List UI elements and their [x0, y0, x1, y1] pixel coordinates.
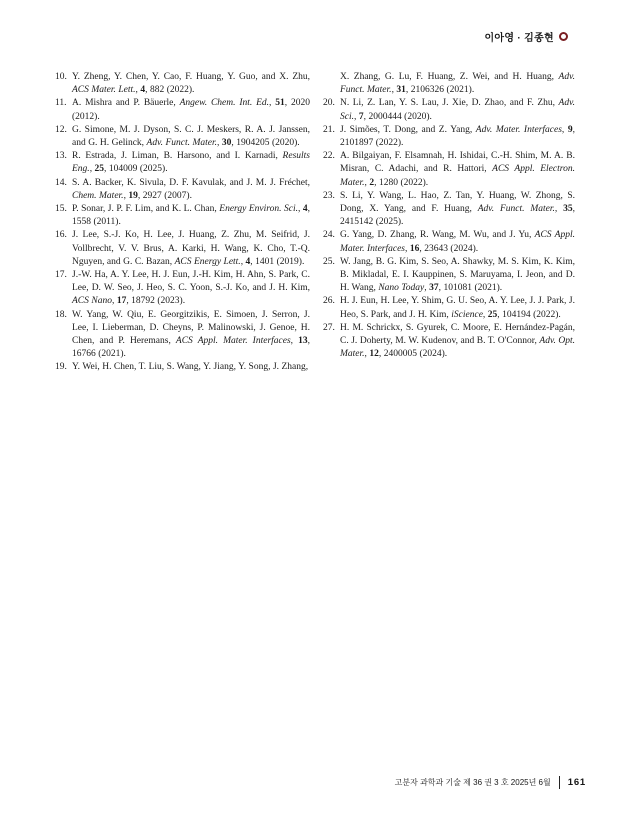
reference-text: S. Li, Y. Wang, L. Hao, Z. Tan, Y. Huang, W. Zhong, S. Dong, X. Yang, and F. Huang,: [340, 190, 575, 215]
reference-text: W. Yang, W. Qiu, E. Georgitzikis, E. Simoen, J. Serron, J. Lee, I. Lieberman, D. Cheyns, P. Malinowski, J. Genoe, H. Chen, and P. Heremans,: [72, 309, 310, 347]
reference-text: ,: [240, 256, 246, 267]
reference-number: 13.: [55, 151, 67, 162]
reference-item: [55, 177, 310, 203]
reference-item: [323, 295, 575, 321]
references-section: [55, 71, 575, 375]
reference-text: W. Jang, B. G. Kim, S. Seo, A. Shawky, M. S. Kim, K. Kim, B. Mikladal, E. I. Kauppinen, S. Maruyama, I. Jeon, and D. H. Wang,: [340, 256, 575, 294]
journal-name: ACS Nano: [72, 296, 112, 307]
reference-text: ,: [424, 283, 430, 294]
reference-text: ,: [135, 85, 141, 96]
reference-number: 19.: [55, 362, 67, 373]
reference-text: , 23643 (2024).: [419, 243, 479, 254]
journal-name: ACS Energy Lett.: [174, 256, 241, 267]
reference-item: [323, 190, 575, 230]
reference-text: ,: [561, 124, 568, 135]
reference-text: ,: [217, 138, 222, 149]
journal-name: iScience: [451, 309, 483, 320]
reference-text: , 2020 (2012).: [72, 98, 310, 122]
reference-text: Y. Wei, H. Chen, T. Liu, S. Wang, Y. Jiang, Y. Song, J. Zhang,: [72, 362, 309, 373]
journal-name: Chem. Mater.: [72, 190, 124, 201]
reference-text: ,: [123, 190, 129, 201]
volume-number: 4: [140, 85, 146, 96]
volume-number: 9: [567, 124, 573, 135]
journal-name: Adv. Funct. Mater.: [146, 138, 218, 149]
volume-number: 19: [128, 190, 138, 201]
volume-number: 13: [298, 336, 308, 347]
reference-text: H. J. Eun, H. Lee, Y. Shim, G. U. Seo, A. Y. Lee, J. J. Park, J. Heo, S. Park, and J. H. Kim,: [340, 296, 575, 320]
reference-text: ,: [554, 204, 564, 215]
page-number: 161: [567, 777, 586, 788]
reference-number: 15.: [55, 204, 67, 215]
reference-item: [55, 124, 310, 150]
reference-number: 11.: [55, 98, 67, 109]
reference-number: 16.: [55, 230, 67, 241]
reference-item: [55, 309, 310, 362]
reference-text: , 2106326 (2021).: [405, 85, 475, 96]
journal-name: Angew. Chem. Int. Ed.: [179, 98, 270, 109]
volume-number: 25: [487, 309, 498, 320]
reference-text: , 1280 (2022).: [374, 177, 429, 188]
reference-text: , 16766 (2021).: [72, 336, 310, 360]
reference-text: G. Yang, D. Zhang, R. Wang, M. Wu, and J. Yu,: [340, 230, 535, 241]
reference-item: [55, 229, 310, 269]
reference-text: ,: [391, 85, 397, 96]
journal-name: Adv. Funct. Mater.: [477, 204, 555, 215]
reference-text: , 882 (2022).: [145, 85, 195, 96]
reference-text: , 2927 (2007).: [137, 190, 192, 201]
reference-text: J.-W. Ha, A. Y. Lee, H. J. Eun, J.-H. Kim, H. Ahn, S. Park, C. Lee, D. W. Seo, J. Heo, S. C. Yoon, S.-J. Ko, and J. H. Kim,: [72, 270, 310, 294]
reference-item: [323, 150, 575, 190]
reference-text: R. Estrada, J. Liman, B. Harsono, and I. Karnadi,: [72, 151, 283, 162]
reference-number: 10.: [55, 72, 67, 82]
volume-number: 31: [396, 85, 406, 96]
references-column-right: [323, 71, 575, 375]
volume-number: 4: [245, 256, 251, 267]
reference-item: [323, 256, 575, 296]
journal-name: Adv. Sci.: [340, 98, 575, 122]
journal-name: ACS Mater. Lett.: [72, 85, 136, 96]
reference-item: [55, 97, 310, 123]
volume-number: 16: [409, 243, 420, 254]
reference-number: 25.: [323, 256, 335, 267]
volume-number: 51: [275, 98, 285, 109]
reference-item: [55, 71, 310, 97]
reference-number: 18.: [55, 309, 67, 320]
reference-item: [323, 229, 575, 255]
reference-text: , 2101897 (2022).: [340, 124, 575, 149]
reference-text: ,: [353, 111, 359, 122]
reference-item: [323, 124, 575, 150]
reference-text: , 1904205 (2020).: [231, 138, 300, 149]
reference-text: A. Bilgaiyan, F. Elsamnah, H. Ishidai, C.-H. Shim, M. A. B. Misran, C. Adachi, and R. Hattori,: [340, 151, 575, 175]
journal-name: Adv. Funct. Mater.: [340, 72, 575, 96]
reference-item: [323, 97, 575, 123]
journal-name: ACS Appl. Electron. Mater.: [340, 164, 575, 188]
volume-number: 30: [221, 138, 232, 149]
reference-text: G. Simone, M. J. Dyson, S. C. J. Meskers, R. A. J. Janssen, and G. H. Gelinck,: [72, 124, 310, 149]
reference-text: , 1401 (2019).: [250, 256, 305, 267]
volume-number: 25: [94, 164, 105, 175]
volume-number: 12: [369, 349, 379, 360]
reference-text: , 2000444 (2020).: [363, 111, 432, 122]
volume-number: 17: [116, 296, 127, 307]
reference-text: ,: [482, 309, 488, 320]
reference-text: Y. Zheng, Y. Chen, Y. Cao, F. Huang, Y. Guo, and X. Zhu,: [72, 72, 310, 82]
reference-number: 27.: [323, 322, 335, 333]
reference-number: 20.: [323, 98, 335, 109]
volume-number: 4: [302, 204, 308, 215]
author-names: 이아영 · 김종현: [484, 33, 554, 44]
reference-text: , 2400005 (2024).: [378, 349, 448, 360]
reference-text: , 2415142 (2025).: [340, 204, 575, 228]
journal-name: ACS Appl. Mater. Interfaces: [175, 336, 291, 347]
volume-number: 37: [429, 283, 439, 294]
reference-text: ,: [269, 98, 276, 109]
reference-number: 22.: [323, 151, 335, 162]
journal-name: Energy Environ. Sci.: [219, 204, 298, 215]
reference-text: ,: [290, 336, 299, 347]
reference-number: 24.: [323, 230, 335, 241]
reference-item: [323, 322, 575, 362]
corresponding-author-ring-icon: [559, 32, 568, 41]
reference-number: 21.: [323, 124, 335, 135]
reference-text: N. Li, Z. Lan, Y. S. Lau, J. Xie, D. Zhao, and F. Zhu,: [340, 98, 559, 109]
reference-item: [55, 269, 310, 309]
journal-info: 고분자 과학과 기술 제 36 권 3 호 2025년 6월: [394, 778, 551, 787]
reference-text: X. Zhang, G. Lu, F. Huang, Z. Wei, and H. Huang,: [340, 72, 559, 82]
journal-name: Nano Today: [378, 283, 425, 294]
reference-item: [55, 150, 310, 176]
reference-text: ,: [298, 204, 303, 215]
reference-text: ,: [364, 177, 370, 188]
journal-name: Adv. Opt. Mater.: [340, 336, 575, 360]
reference-text: S. A. Backer, K. Sivula, D. F. Kavulak, and J. M. J. Fréchet,: [72, 177, 310, 188]
reference-text: ,: [405, 243, 410, 254]
reference-text: , 101081 (2021).: [438, 283, 503, 294]
journal-name: ACS Appl. Mater. Interfaces: [340, 230, 575, 254]
reference-number: 26.: [323, 296, 335, 307]
reference-number: 14.: [55, 177, 67, 188]
reference-text: H. M. Schrickx, S. Gyurek, C. Moore, E. Hernández-Pagán, C. J. Doherty, M. W. Kudenov, and B. T. O'Connor,: [340, 322, 575, 347]
reference-number: 17.: [55, 270, 67, 281]
journal-name: Results Eng.: [72, 151, 310, 175]
journal-name: Adv. Mater. Interfaces: [475, 124, 562, 135]
reference-text: ,: [111, 296, 117, 307]
reference-number: 23.: [323, 190, 335, 201]
footer-divider: [559, 776, 560, 789]
reference-item: [55, 203, 310, 229]
reference-text: J. Lee, S.-J. Ko, H. Lee, J. Huang, Z. Zhu, M. Seifrid, J. Vollbrecht, V. V. Brus, A. Karki, H. Wang, K. Cho, T.-Q. Nguyen, and G. C. Bazan,: [72, 230, 310, 267]
references-column-left: [55, 71, 310, 375]
reference-text: ,: [89, 164, 95, 175]
volume-number: 2: [369, 177, 375, 188]
volume-number: 35: [563, 204, 573, 215]
reference-text: , 18792 (2023).: [126, 296, 186, 307]
reference-text: , 1558 (2011).: [72, 204, 311, 228]
reference-text: , 104194 (2022).: [497, 309, 561, 320]
reference-text: P. Sonar, J. P. F. Lim, and K. L. Chan,: [72, 204, 220, 215]
reference-text: A. Mishra and P. Bäuerle,: [72, 98, 180, 109]
reference-number: 12.: [55, 124, 67, 135]
reference-item: [55, 361, 310, 374]
reference-item: [323, 71, 575, 97]
page-footer: [395, 776, 586, 789]
reference-text: J. Simões, T. Dong, and Z. Yang,: [340, 124, 476, 135]
reference-text: , 104009 (2025).: [104, 164, 168, 175]
page-header-authors: [484, 29, 568, 44]
reference-text: ,: [364, 349, 370, 360]
volume-number: 7: [358, 111, 364, 122]
